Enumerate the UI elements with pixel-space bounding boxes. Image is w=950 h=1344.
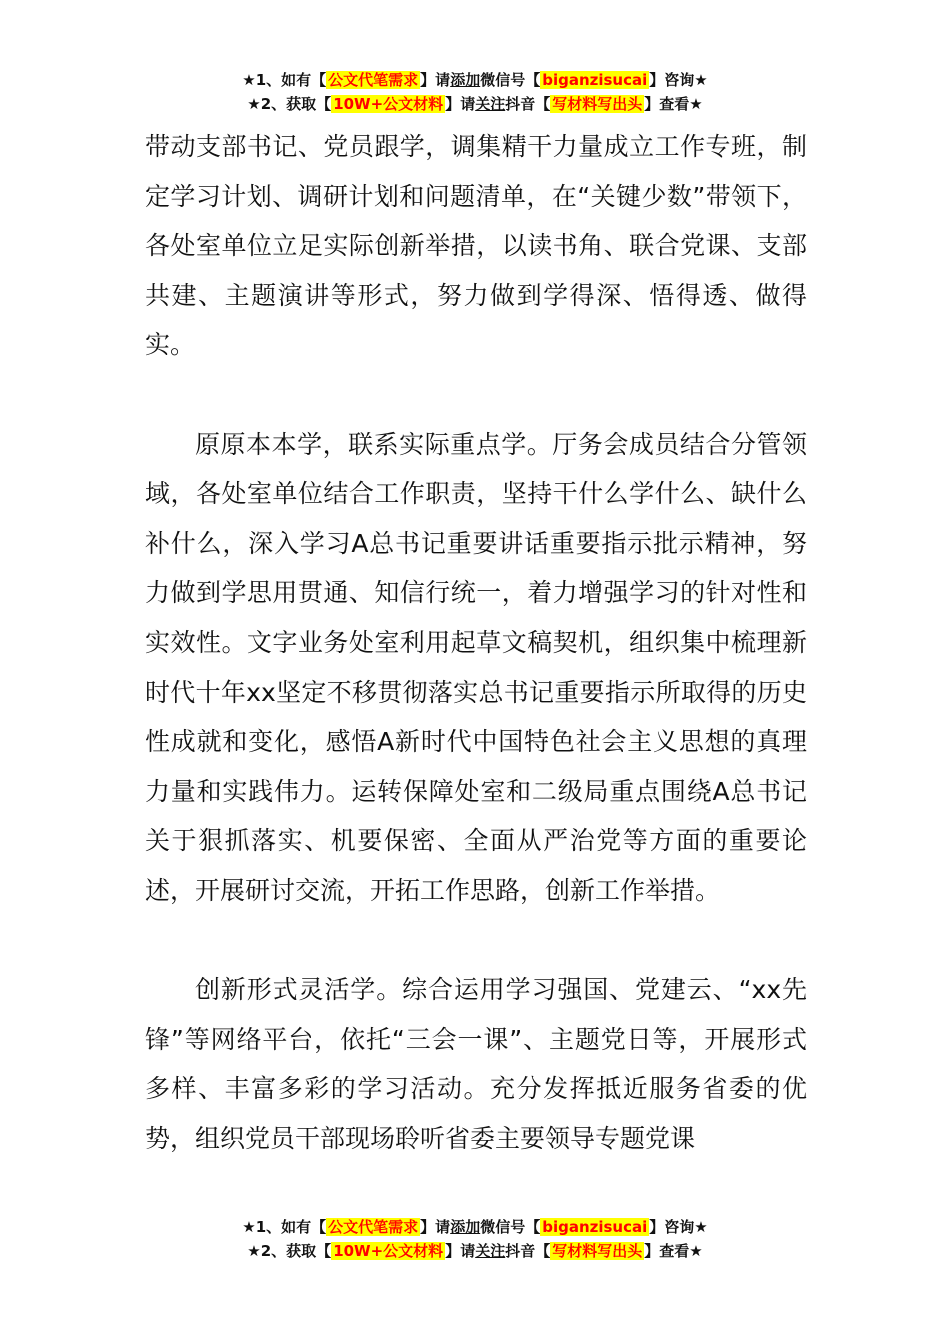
footer-banner	[0, 1215, 950, 1263]
paragraph-3: 创新形式灵活学。综合运用学习强国、党建云、“xx先锋”等网络平台，依托“三会一课”、主题党日等，开展形式多样、丰富多彩的学习活动。充分发挥抵近服务省委的优势，组织党员干部现场聆听省委主要领导专题党课	[145, 975, 807, 1153]
banner-text: 抖音【	[505, 1242, 551, 1260]
banner-text: 抖音【	[505, 95, 551, 113]
banner-text: 】咨询★	[649, 71, 708, 89]
banner-line-1	[0, 68, 950, 92]
banner-text: ★2、获取【	[247, 95, 332, 113]
banner-text: ★1、如有【	[242, 1218, 327, 1236]
banner-text: 】请	[445, 95, 476, 113]
banner-underlined-text: 添加	[450, 71, 481, 89]
banner-line-2	[0, 92, 950, 116]
banner-underlined-text: 关注	[475, 1242, 506, 1260]
header-banner	[0, 68, 950, 116]
banner-text: 】请	[420, 1218, 451, 1236]
banner-text: 】查看★	[644, 1242, 703, 1260]
banner-text: 微信号【	[480, 71, 541, 89]
paragraph-1: 带动支部书记、党员跟学，调集精干力量成立工作专班，制定学习计划、调研计划和问题清单，在“关键少数”带领下，各处室单位立足实际创新举措，以读书角、联合党课、支部共建、主题演讲等形式，努力做到学得深、悟得透、做得实。	[145, 132, 807, 360]
highlight-materials: 10W+公文材料	[333, 1242, 444, 1260]
banner-text: 微信号【	[480, 1218, 541, 1236]
banner-line-2	[0, 1239, 950, 1263]
document-body	[145, 122, 807, 1163]
banner-underlined-text: 添加	[450, 1218, 481, 1236]
banner-text: ★2、获取【	[247, 1242, 332, 1260]
paragraph-2: 原原本本学，联系实际重点学。厅务会成员结合分管领域，各处室单位结合工作职责，坚持干什么学什么、缺什么补什么，深入学习A总书记重要讲话重要指示批示精神，努力做到学思用贯通、知信行统一，着力增强学习的针对性和实效性。文字业务处室利用起草文稿契机，组织集中梳理新时代十年xx坚定不移贯彻落实总书记重要指示所取得的历史性成就和变化，感悟A新时代中国特色社会主义思想的真理力量和实践伟力。运转保障处室和二级局重点围绕A总书记关于狠抓落实、机要保密、全面从严治党等方面的重要论述，开展研讨交流，开拓工作思路，创新工作举措。	[145, 429, 807, 905]
highlight-douyin-account: 写材料写出头	[552, 1242, 643, 1260]
banner-text: ★1、如有【	[242, 71, 327, 89]
banner-text: 】请	[445, 1242, 476, 1260]
banner-text: 】咨询★	[649, 1218, 708, 1236]
highlight-douyin-account: 写材料写出头	[552, 95, 643, 113]
banner-line-1	[0, 1215, 950, 1239]
banner-text: 】请	[420, 71, 451, 89]
highlight-wechat-id: biganzisucai	[542, 1218, 648, 1236]
highlight-wechat-id: biganzisucai	[542, 71, 648, 89]
banner-underlined-text: 关注	[475, 95, 506, 113]
banner-text: 】查看★	[644, 95, 703, 113]
highlight-service: 公文代笔需求	[328, 71, 419, 89]
highlight-service: 公文代笔需求	[328, 1218, 419, 1236]
highlight-materials: 10W+公文材料	[333, 95, 444, 113]
